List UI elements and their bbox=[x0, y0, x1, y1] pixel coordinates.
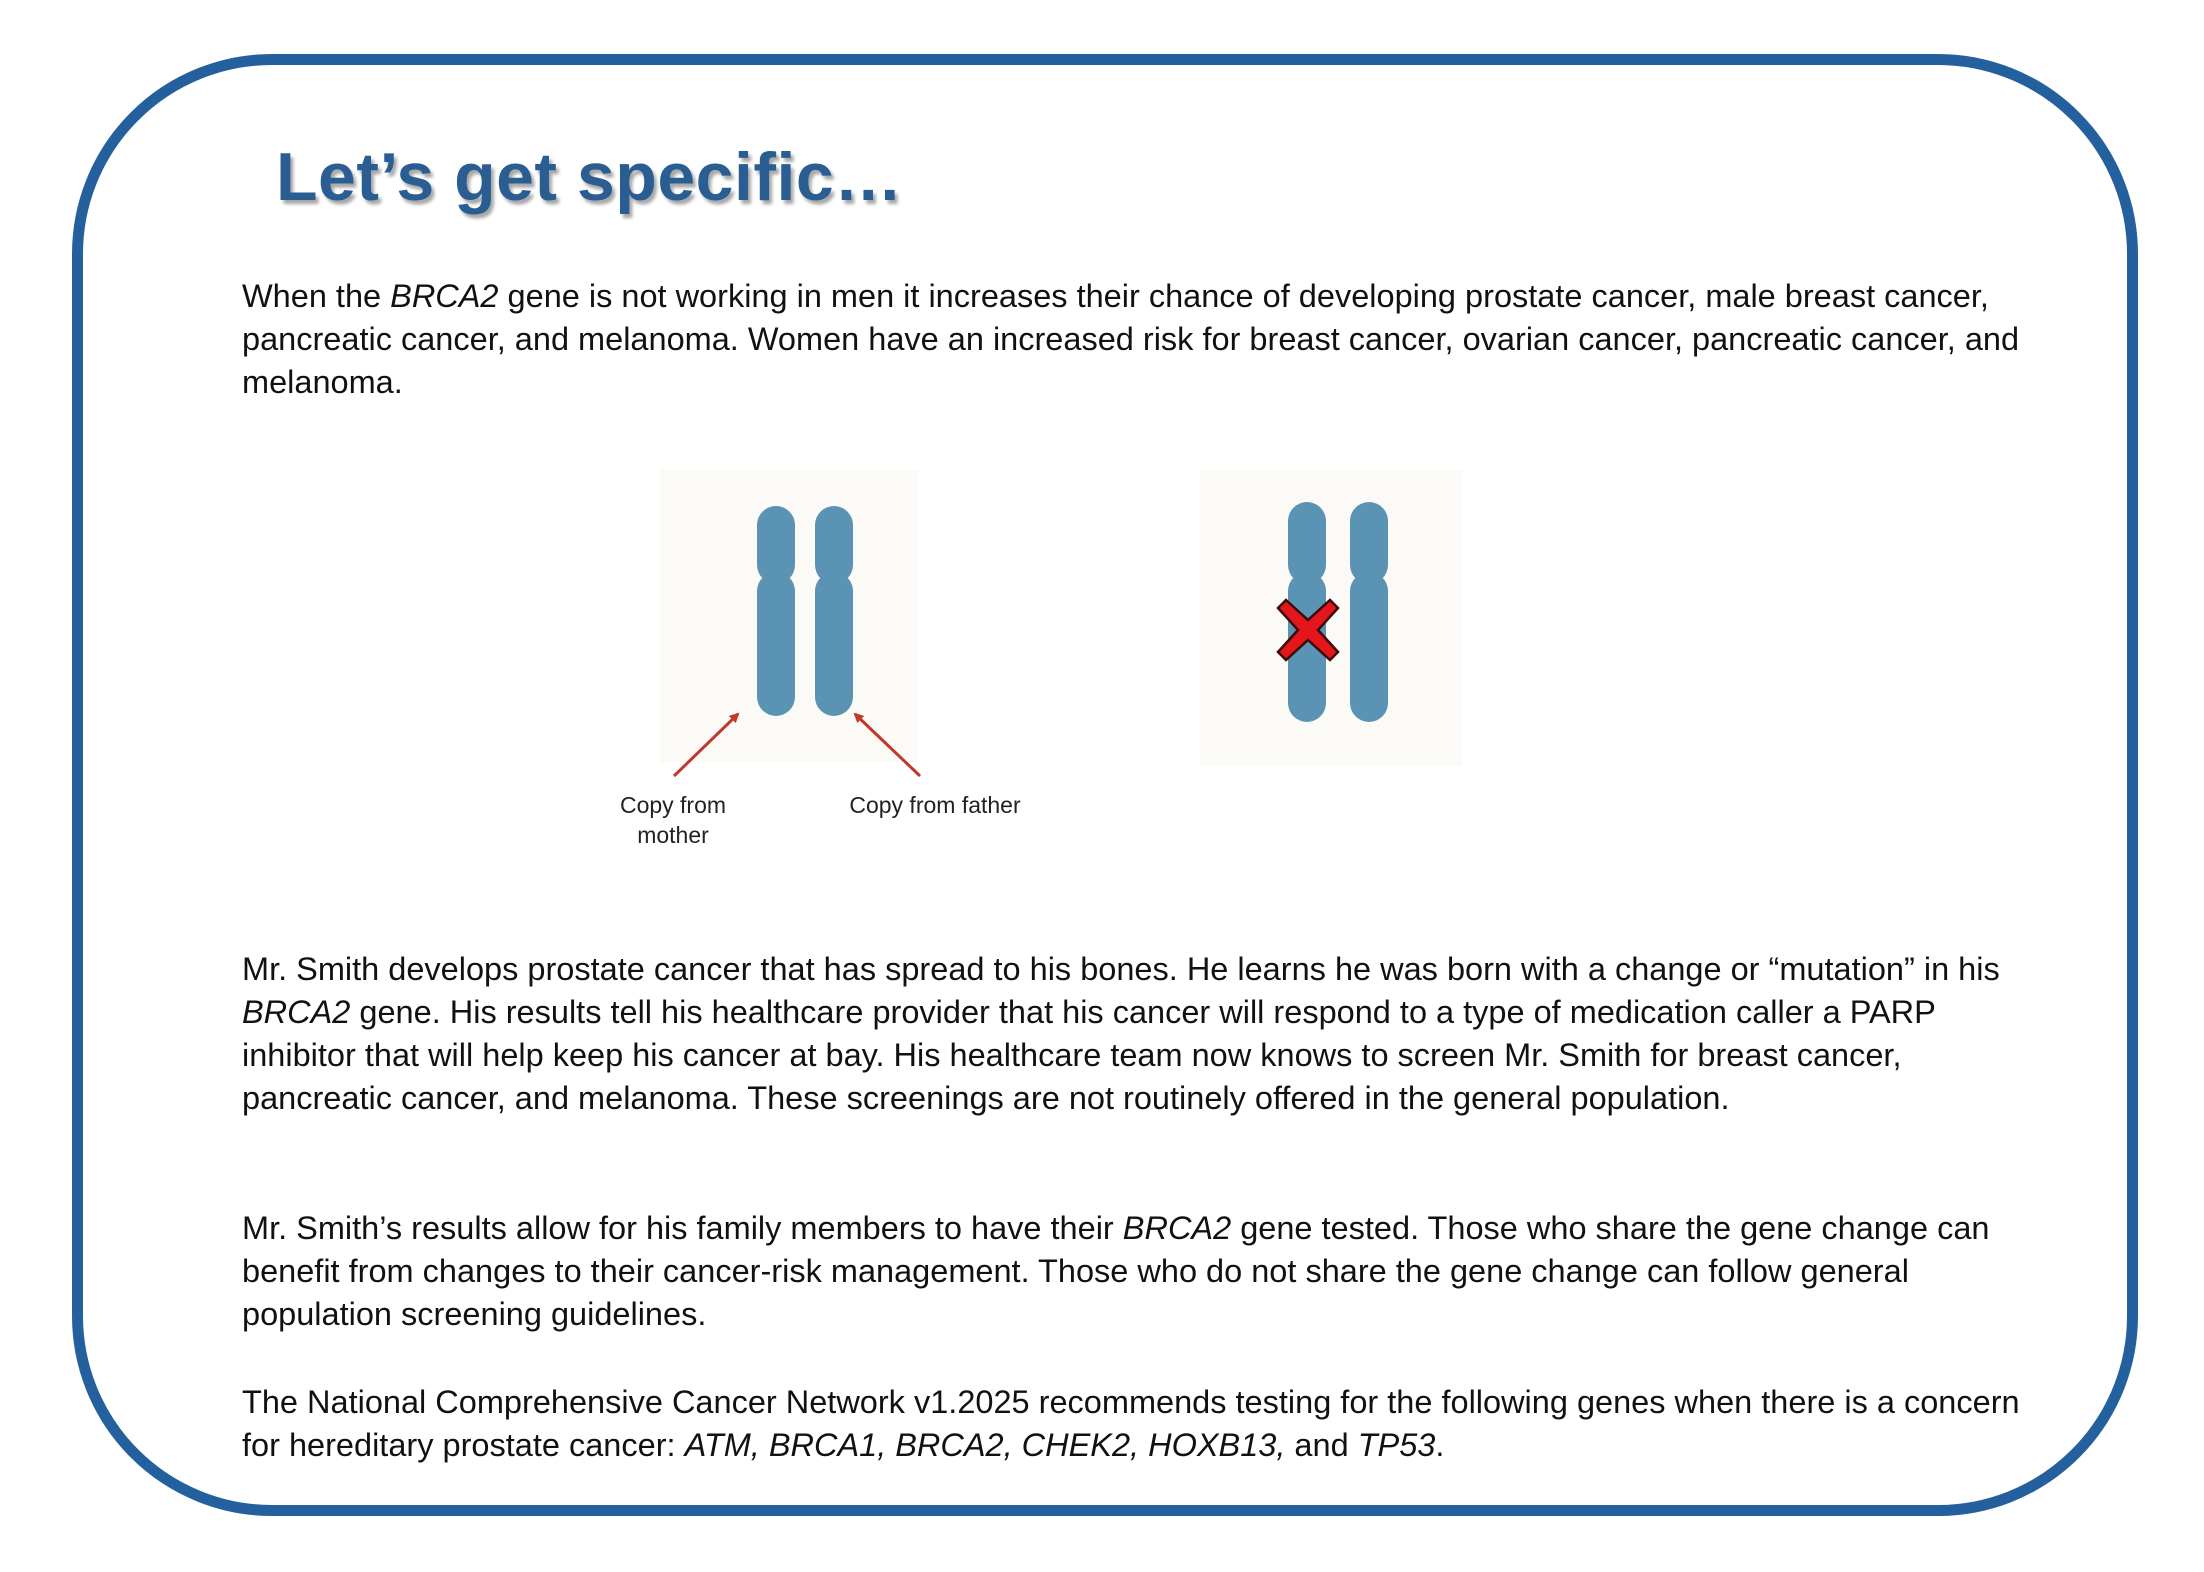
family-text-end: gene tested. Those who share the gene change can benefit from changes to their cancer-risk management. Those who do not share the gene change can follow general population screening guidelines. bbox=[242, 1210, 1990, 1332]
mutation-x-icon bbox=[1276, 598, 1340, 662]
caption-copy-from-mother: Copy from mother bbox=[619, 792, 727, 848]
nccn-recommendation-paragraph bbox=[242, 1381, 2042, 1467]
normal-chromosome-pair-figure bbox=[660, 470, 918, 762]
gene-name: BRCA2 bbox=[242, 994, 351, 1030]
slide-title: Let’s get specific… bbox=[276, 139, 903, 215]
intro-text-start: When the bbox=[242, 278, 391, 314]
nccn-text-and: and bbox=[1285, 1427, 1358, 1463]
family-text-start: Mr. Smith’s results allow for his family members to have their bbox=[242, 1210, 1123, 1246]
mr-smith-paragraph bbox=[242, 948, 2042, 1120]
family-testing-paragraph bbox=[242, 1207, 2042, 1336]
gene-name: BRCA2 bbox=[1122, 1210, 1232, 1246]
mr-smith-text-start: Mr. Smith develops prostate cancer that has spread to his bones. He learns he was born with a change or “mutation” in his bbox=[242, 951, 2000, 987]
nccn-text-end: . bbox=[1435, 1427, 1445, 1463]
gene-name: BRCA2 bbox=[390, 278, 499, 314]
gene-name-tp53: TP53 bbox=[1357, 1427, 1436, 1463]
intro-paragraph bbox=[242, 275, 2042, 404]
nccn-text-start: The National Comprehensive Cancer Network v1.2025 recommends testing for the following genes when there is a concern for hereditary prostate cancer: bbox=[242, 1384, 2020, 1463]
intro-text-end: gene is not working in men it increases their chance of developing prostate cancer, male breast cancer, pancreatic cancer, and melanoma. Women have an increased risk for breast cancer, ovarian cancer, pancreatic cancer, and melanoma. bbox=[242, 278, 2020, 400]
caption-copy-from-father: Copy from father bbox=[849, 792, 1021, 818]
gene-list: ATM, BRCA1, BRCA2, CHEK2, HOXB13, bbox=[684, 1427, 1286, 1463]
mr-smith-text-end: gene. His results tell his healthcare provider that his cancer will respond to a type of medication caller a PARP inhibitor that will help keep his cancer at bay. His healthcare team now knows to screen Mr. Smith for breast cancer, pancreatic cancer, and melanoma. These screenings are not routinely offered in the general population. bbox=[242, 994, 1936, 1116]
